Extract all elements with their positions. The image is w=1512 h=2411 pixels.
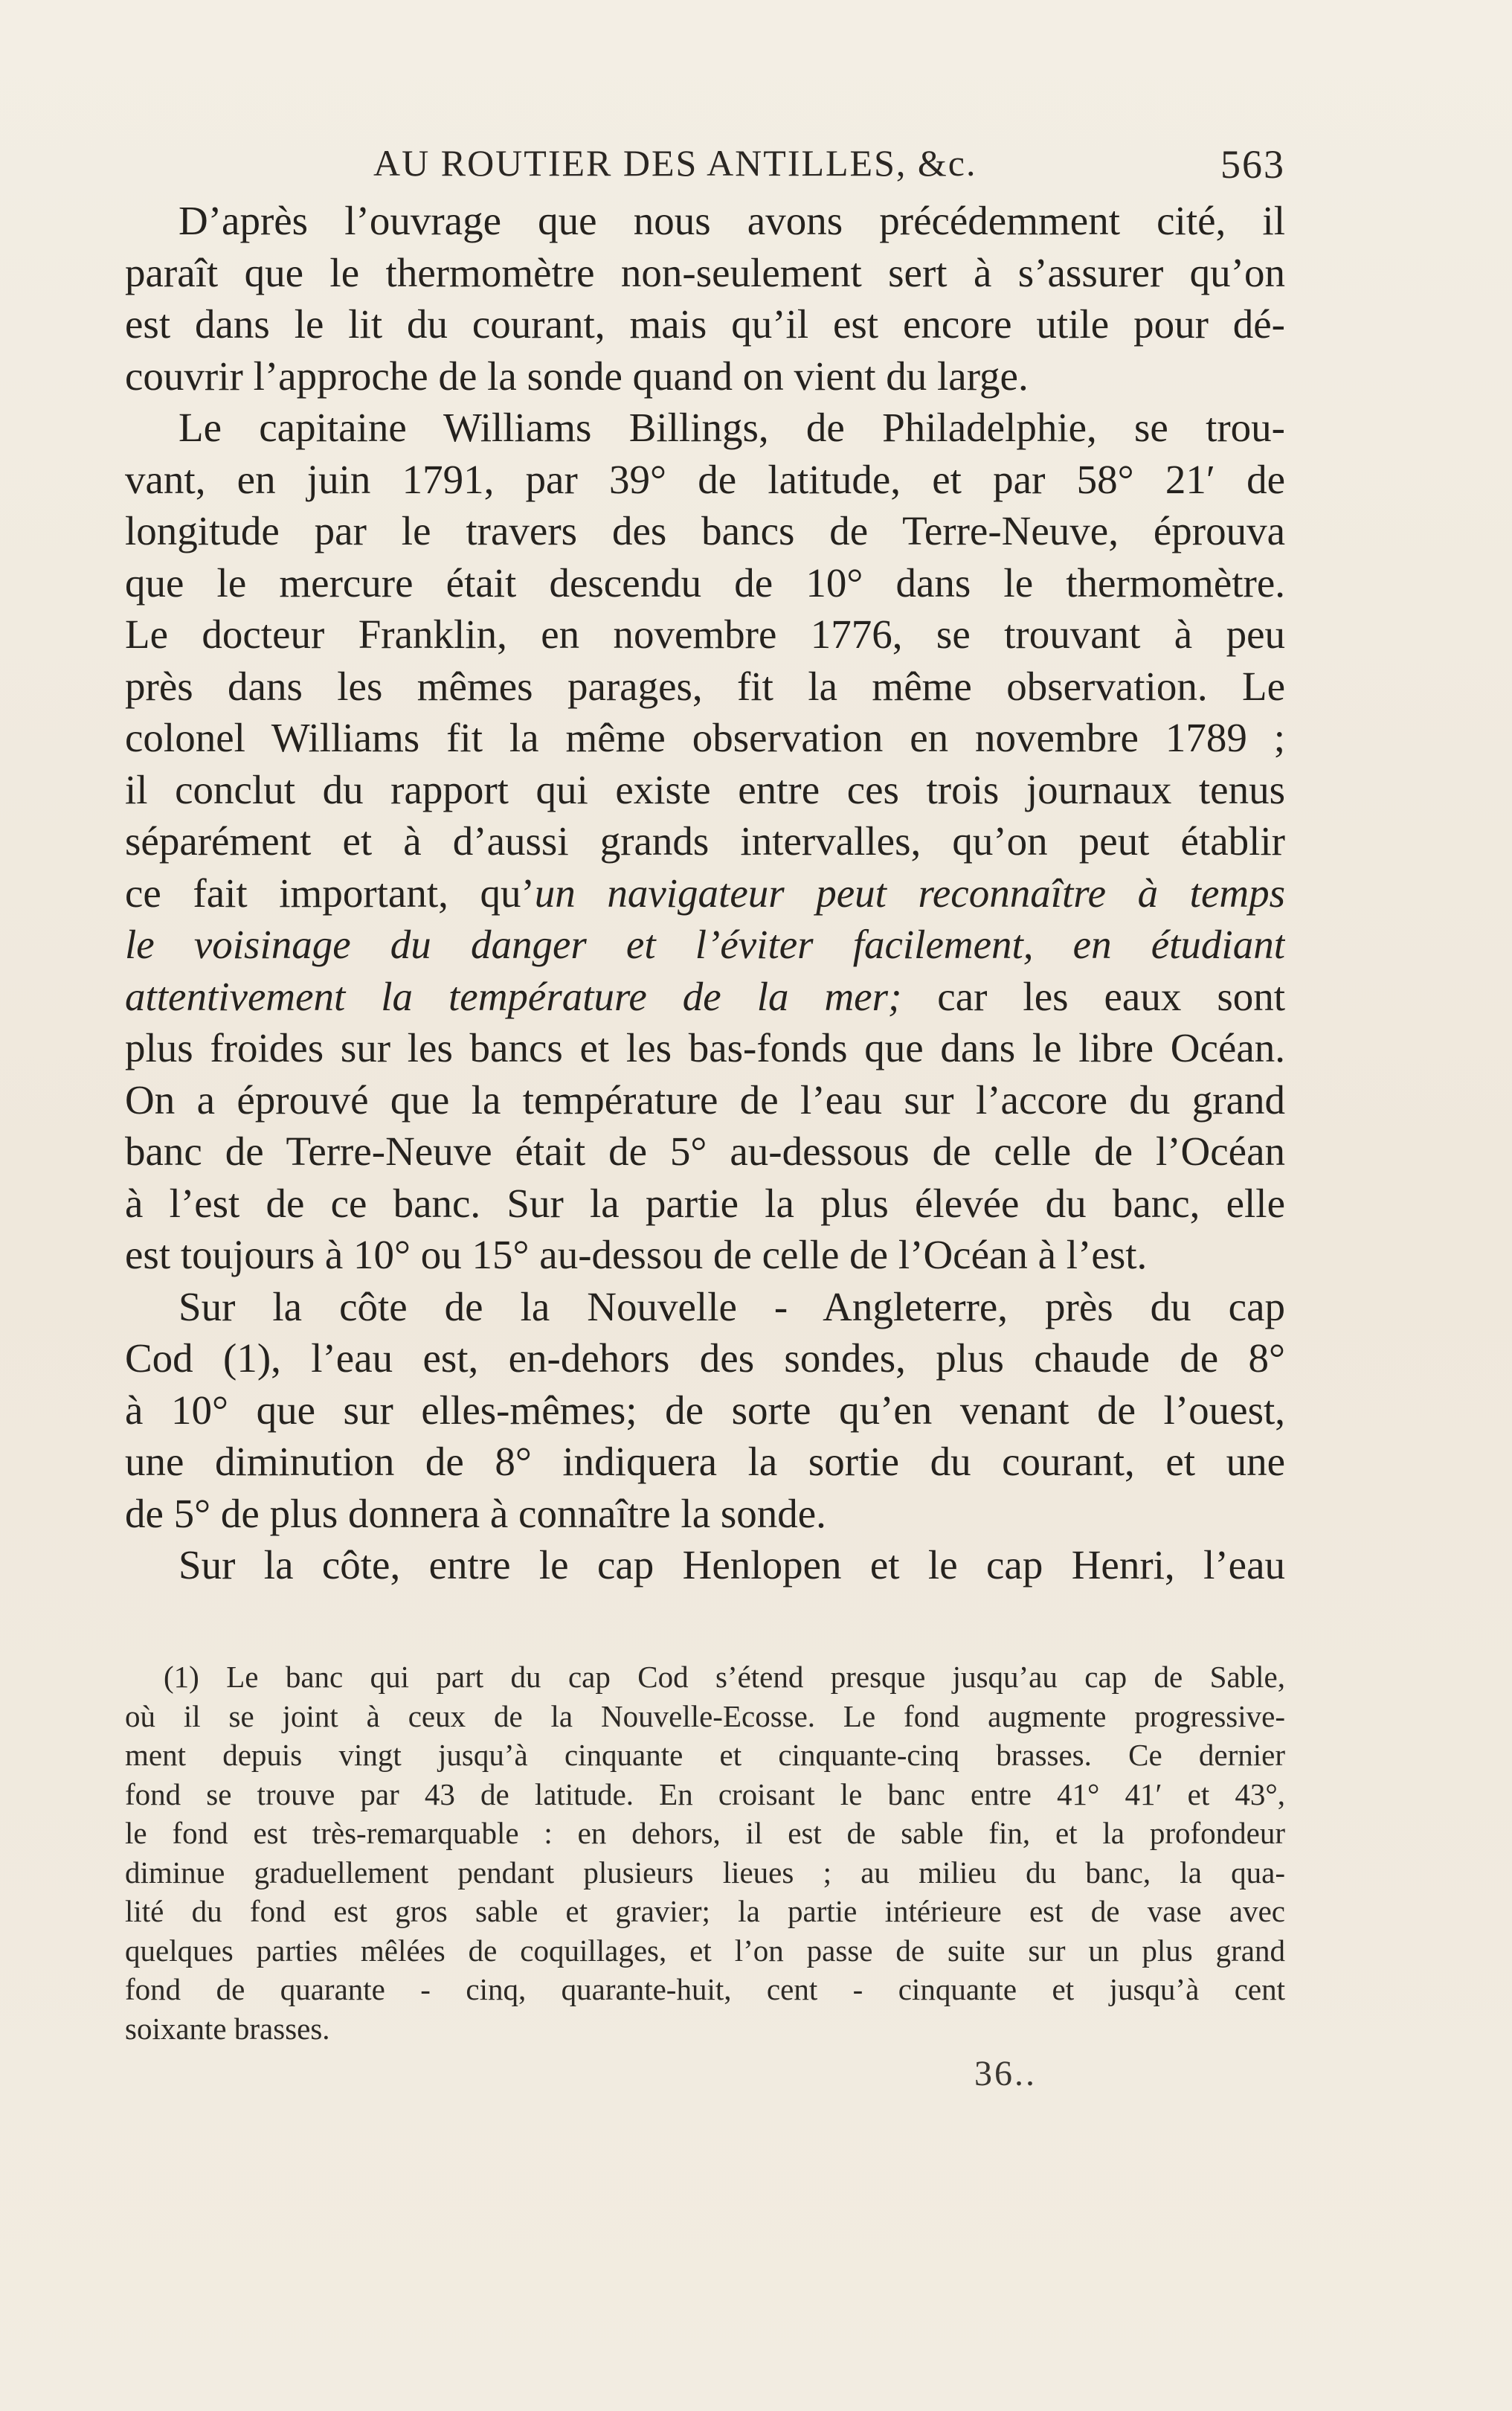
- footnote-line: diminue graduellement pendant plusieurs lieues ; au milieu du banc, la qua-: [125, 1855, 1285, 1890]
- text-line: près dans les mêmes parages, fit la même observation. Le: [125, 663, 1285, 709]
- text-line: à l’est de ce banc. Sur la partie la plus élevée du banc, elle: [125, 1180, 1285, 1226]
- text-line: On a éprouvé que la température de l’eau sur l’accore du grand: [125, 1076, 1285, 1123]
- signature-mark: 36..: [974, 2054, 1037, 2093]
- footnote-line: quelques parties mêlées de coquillages, et l’on passe de suite sur un plus grand: [125, 1933, 1285, 1968]
- text-line: attentivement la température de la mer; car les eaux sont: [125, 973, 1285, 1019]
- italic-text: le voisinage du danger et l’éviter facilement, en étudiant: [125, 922, 1285, 967]
- text-line: est dans le lit du courant, mais qu’il est encore utile pour dé-: [125, 301, 1285, 347]
- running-title: AU ROUTIER DES ANTILLES, &c.: [373, 142, 977, 184]
- footnote: [125, 1657, 1285, 2048]
- text-line: [125, 919, 1285, 971]
- text-line: Cod (1), l’eau est, en-dehors des sondes, plus chaude de 8°: [125, 1335, 1285, 1381]
- text-line: plus froides sur les bancs et les bas-fonds que dans le libre Océan.: [125, 1025, 1285, 1070]
- text-line: couvrir l’approche de la sonde quand on vient du large.: [125, 353, 1029, 399]
- italic-text: attentivement la température de la mer;: [125, 973, 902, 1019]
- italic-text: un navigateur peut reconnaître à temps: [534, 870, 1285, 916]
- text-line: Sur la côte, entre le cap Henlopen et le cap Henri, l’eau: [178, 1542, 1285, 1587]
- text-line: longitude par le travers des bancs de Terre-Neuve, éprouva: [125, 508, 1285, 553]
- footnote-line: lité du fond est gros sable et gravier; la partie intérieure est de vase avec: [125, 1894, 1285, 1928]
- footnote-line: le fond est très-remarquable : en dehors, il est de sable fin, et la profondeur: [125, 1816, 1285, 1850]
- text-line: ce fait important, qu’un navigateur peut reconnaître à temps: [125, 870, 1285, 916]
- text-line: paraît que le thermomètre non-seulement sert à s’assurer qu’on: [125, 249, 1285, 295]
- text-line: de 5° de plus donnera à connaître la sonde.: [125, 1490, 826, 1536]
- text-line: séparément et à d’aussi grands intervalles, qu’on peut établir: [125, 818, 1285, 864]
- text-line: vant, en juin 1791, par 39° de latitude, et par 58° 21′ de: [125, 456, 1285, 502]
- text-line: il conclut du rapport qui existe entre ces trois journaux tenus: [125, 766, 1285, 812]
- text-line: est toujours à 10° ou 15° au-dessou de celle de l’Océan à l’est.: [125, 1232, 1148, 1277]
- text-line: que le mercure était descendu de 10° dans le thermomètre.: [125, 559, 1285, 606]
- text-line: banc de Terre-Neuve était de 5° au-dessous de celle de l’Océan: [125, 1129, 1285, 1174]
- text-line: colonel Williams fit la même observation en novembre 1789 ;: [125, 715, 1285, 760]
- text-line: Le docteur Franklin, en novembre 1776, se trouvant à peu: [125, 611, 1285, 657]
- text-line: Sur la côte de la Nouvelle - Angleterre, près du cap: [178, 1283, 1285, 1329]
- footnote-line: où il se joint à ceux de la Nouvelle-Ecosse. Le fond augmente progressive-: [125, 1698, 1285, 1733]
- footnote-line: fond de quarante - cinq, quarante-huit, cent - cinquante et jusqu’à cent: [125, 1972, 1285, 2006]
- footnote-line: fond se trouve par 43 de latitude. En croisant le banc entre 41° 41′ et 43°,: [125, 1776, 1285, 1811]
- text-line: une diminution de 8° indiquera la sortie du courant, et une: [125, 1439, 1285, 1484]
- page-number: 563: [1220, 142, 1285, 187]
- body-text: [125, 195, 1285, 1591]
- footnote-line: (1) Le banc qui part du cap Cod s’étend presque jusqu’au cap de Sable,: [164, 1660, 1285, 1694]
- text-line: Le capitaine Williams Billings, de Philadelphie, se trou-: [178, 405, 1285, 450]
- text-line: à 10° que sur elles-mêmes; de sorte qu’en venant de l’ouest,: [125, 1387, 1285, 1433]
- footnote-line: ment depuis vingt jusqu’à cinquante et cinquante-cinq brasses. Ce dernier: [125, 1738, 1285, 1772]
- page-header: [125, 141, 1285, 193]
- footnote-line: soixante brasses.: [125, 2011, 330, 2046]
- text-line: D’après l’ouvrage que nous avons précédemment cité, il: [178, 198, 1285, 243]
